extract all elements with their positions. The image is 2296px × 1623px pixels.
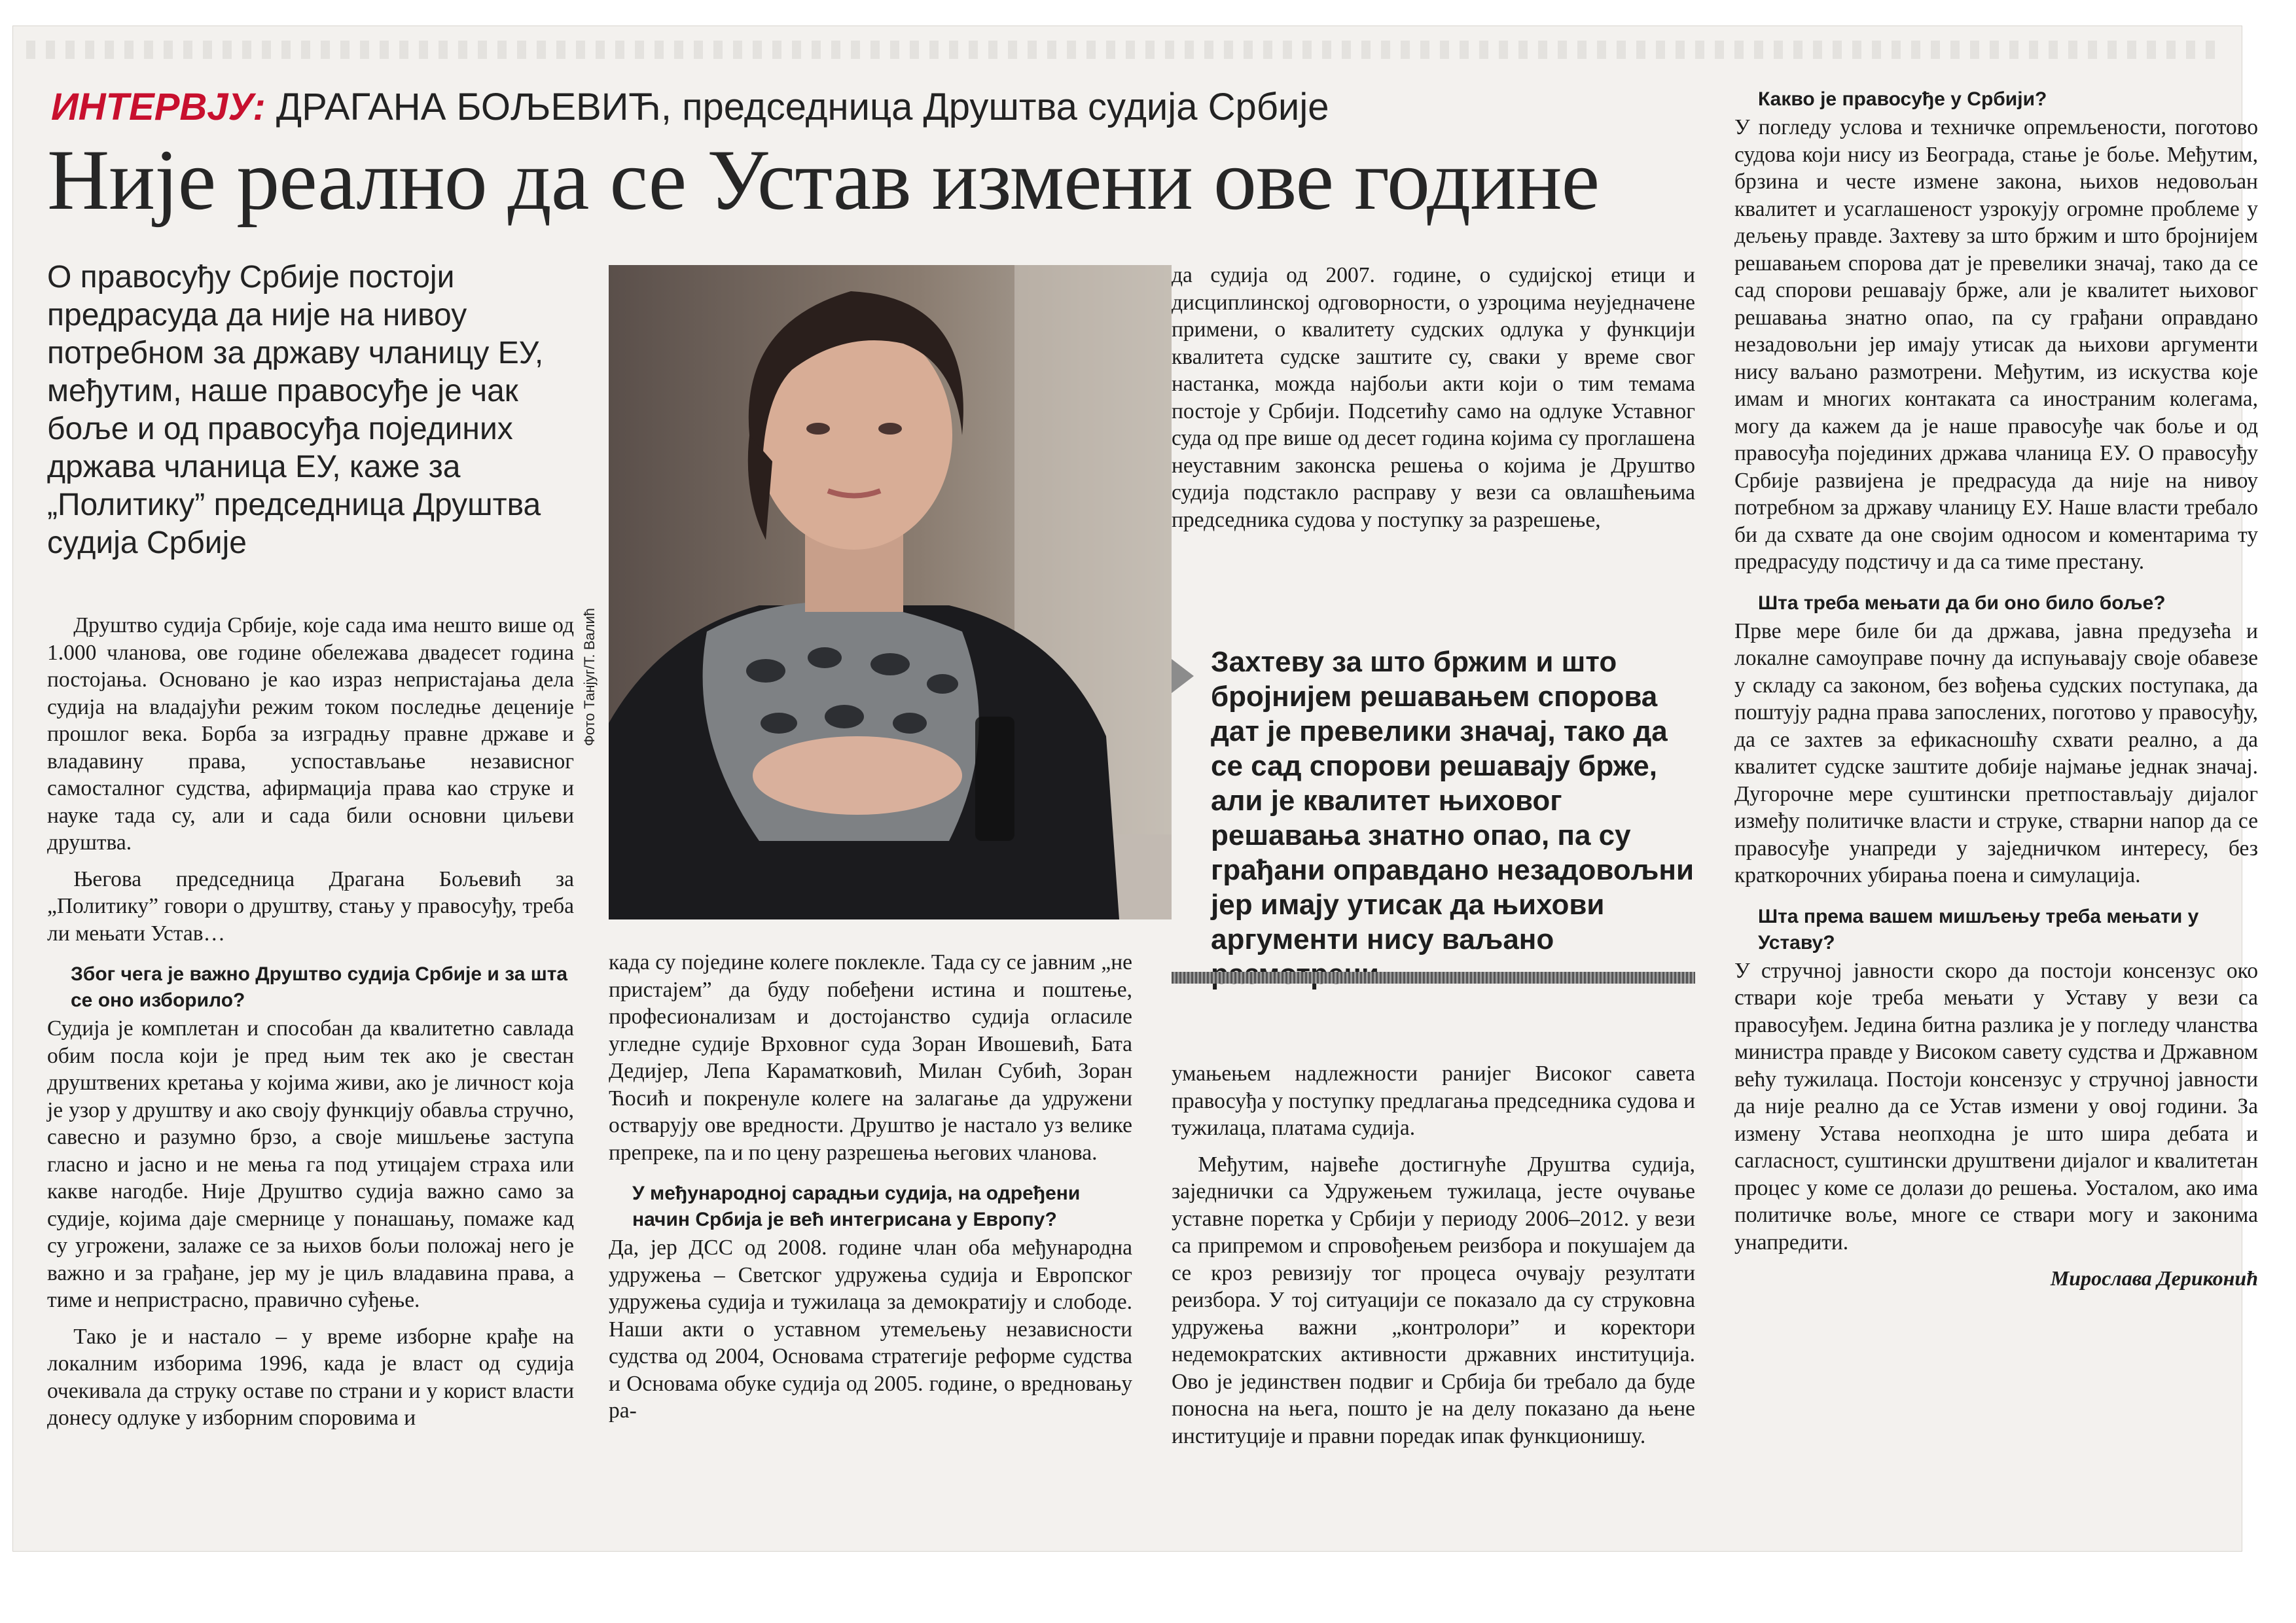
col1-paragraph: Судија је комплетан и способан да квалитетно савлада обим посла који је пред њим тек ако је свестан друштвених кретања у којима живи, ако је личност која је узор у друштву и ако своју функцију обавља стручно, савесно и разумно брзо, а своје мишљење заступа гласно и јасно и не мења га под утицајем страха или какве нагодбе. Није Друштво судија важно само за судије, којима даје смернице у понашању, помаже кад су угрожени, залаже се за њихов бољи положај него је важно и за грађане, јер му је циљ владавина права, а тиме и непристрасно, правично суђење. xyxy=(47,1016,574,1312)
column-4 xyxy=(1734,86,2258,1294)
col4-paragraph: У стручној јавности скоро да постоји консензус око ствари које треба мењати у Уставу у вези са правосуђем. Једина битна разлика је у погледу чланства министра правде у Високом савету судства и Државном већу тужилаца. Постоји консензус у стручној јавности да није реално да се Устав измени у овој години. За измену Устава неопходна је што шира дебата и сагласност, суштински друштвени дијалог и квалитетан процес у коме се долази до решења. Уосталом, ако има политичке воље, многе се ствари могу и законима унапредити. xyxy=(1734,958,2258,1255)
column-1 xyxy=(47,612,574,1441)
bleed-through-text xyxy=(26,41,2225,59)
col1-paragraph: Тако је и настало – у време изборне крађе на локалним изборима 1996, када је власт од судија очекивала да струку оставе по страни и у корист власти донесу одлуке у изборним споровима и xyxy=(47,1324,574,1430)
pull-quote xyxy=(1172,645,1695,991)
column-3-top xyxy=(1172,262,1695,543)
photo-credit: Фото Танјуг/Т. Валић xyxy=(581,607,598,746)
question-heading: У међународној сарадњи судија, на одређени начин Србија је већ интегрисана у Европу? xyxy=(632,1183,1081,1230)
col1-paragraph: Друштво судија Србије, које сада има нешто више од 1.000 чланова, ове године обележава двадесет година постојања. Основано је као израз непристајања дела судија на владајући режим током последње деценије прошлог века. Борба за изградњу правне државе и владавину права, успостављање независног самосталног судства, афирмација права као струке и науке тада су, али и сада били основни циљеви друштва. xyxy=(47,613,574,855)
col3-paragraph: умањењем надлежности ранијег Високог савета правосуђа у поступку предлагања председника судова и тужилаца, платама судија. xyxy=(1172,1061,1695,1140)
lead-paragraph: О правосуђу Србије постоји предрасуда да није на нивоу потребном за државу чланицу ЕУ, међутим, наше правосуђе је чак боље и од правосуђа појединих држава чланица ЕУ, каже за „Политику” председница Друштва судија Србије xyxy=(47,260,544,560)
pull-quote-text: Захтеву за што бржим и што бројнијем решавањем спорова дат је превелики значај, тако да се сад спорови решавају брже, али је квалитет њиховог решавања знатно опао, па су грађани оправдано незадовољни јер имају утисак да њихови аргументи нису ваљано xyxy=(1211,646,1695,955)
col4-paragraph: У погледу услова и техничке опремљености, поготово судова који нису из Београда, стање је боље. Међутим, брзина и честе измене закона, њихов недовољан квалитет и усаглашеност узрокују огромне проблеме у дељењу правде. Захтеву за што бржим и што бројнијем решавањем спорова дат је превелики значај, тако да се сад спорови решавају брже, али је квалитет њиховог решавања знатно опао, па су грађани оправдано незадовољни јер имају утисак да њихови аргументи нису ваљано размотрени. Међутим, из искуства које имам и многих контаката са иностраним колегама, могу да кажем да је наше правосуђе чак боље и од правосуђа појединих држава чланица ЕУ. О правосуђу Србије развијена је предрасуда да није на нивоу потребном за државу чланицу ЕУ. Наше власти требало би да схвате да оне својим односом и коментарима ту предрасуду подстичу и да са тиме престану. xyxy=(1734,115,2258,574)
col4-paragraph: Прве мере биле би да држава, јавна предузећа и локалне самоуправе почну да испуњавају своје обавезе у складу са законом, без вођења судских поступака, да поштују радна права запослених, поготово у правосуђу, да се захтев за ефикасношћу схвати реално, а да квалитет судске заштите добије најмање једнак значај. Дугорочне мере суштински претпостављају дијалог између политичке власти и струке, стварни напор да се правосуђе унапреди у заједничком интересу, без краткорочних убирања поена и симулација. xyxy=(1734,618,2258,887)
question-heading: Какво је правосуђе у Србији? xyxy=(1758,88,2047,110)
kicker-label: ИНТЕРВЈУ: xyxy=(51,86,266,128)
col1-paragraph: Његова председница Драгана Бољевић за „Политику” говори о друштву, стању у правосуђу, треба ли мењати Устав… xyxy=(47,866,574,946)
portrait-photo xyxy=(609,265,1172,919)
col2-paragraph: када су поједине колеге поклекле. Тада су се јавним „не пристајем” да буду побеђени истина и поштење, професионализам и достојанство судија огласиле угледне судије Врховног суда Зоран Ивошевић, Бата Дедијер, Лепа Караматковић, Милан Субић, Зоран Ћосић и покренуле колеге на залагање да удружени остварују ове вредности. Друштво је настало уз велике препреке, па и по цену разрешења његових чланова. xyxy=(609,950,1132,1165)
column-3-bottom xyxy=(1172,1060,1695,1459)
column-2 xyxy=(609,949,1132,1434)
col2-paragraph: Да, јер ДСС од 2008. године члан оба међународна удружења – Светског удружења судија и Европског удружења судија и тужилаца за демократију и слободе. Наши акти о уставном утемељењу независности судства од 2004, Основама стратегије реформе судства и Основама обуке судија од 2005. године, о вредновању ра- xyxy=(609,1236,1132,1423)
pull-quote-rule xyxy=(1172,972,1695,984)
kicker-text: ДРАГАНА БОЉЕВИЋ, председница Друштва судија Србије xyxy=(265,86,1329,128)
pull-quote-arrow-icon xyxy=(1172,659,1194,693)
question-heading: Шта према вашем мишљењу треба мењати у Уставу? xyxy=(1758,905,2199,954)
question-heading: Шта треба мењати да би оно било боље? xyxy=(1758,592,2166,614)
portrait-illustration xyxy=(609,265,1172,919)
col3-paragraph: Међутим, највеће достигнуће Друштва судија, заједнички са Удружењем тужилаца, јесте очување уставне поретка у Србији у периоду 2006–2012. у вези са припремом и спровођењем реизбора и покушајем да се кроз ревизију тог процеса очувају резултати реизбора. У тој ситуацији се показало да су струковна удружења важни „контролори” и коректори недемократских активности државних институција. Ово је јединствен подвиг и Србија би требало да буде поносна на њега, пошто је на делу показано да њене институције и правни поредак ипак функционишу. xyxy=(1172,1152,1695,1448)
kicker xyxy=(51,85,1329,129)
col3-paragraph: да судија од 2007. године, о судијској етици и дисциплинској одговорности, о узроцима неуједначене примени, о квалитету судских одлука у функцији квалитета судске заштите су, сваки у време свог настанка, можда најбољи акти који о тим темама постоје у Србији. Подсетићу само на одлуке Уставног суда од пре више од десет година којима су проглашена неуставним законска решења о којима је Друштво судија подстакло расправу у вези са овлашћењима председника судова у поступку за разрешење, xyxy=(1172,263,1695,532)
byline-row xyxy=(1734,1265,2258,1294)
question-heading: Због чега је важно Друштво судија Србије и за шта се оно изборило? xyxy=(71,963,568,1011)
headline: Није реално да се Устав измени ове године xyxy=(47,132,1600,228)
byline: Мирослава Дериконић xyxy=(2050,1266,2258,1290)
